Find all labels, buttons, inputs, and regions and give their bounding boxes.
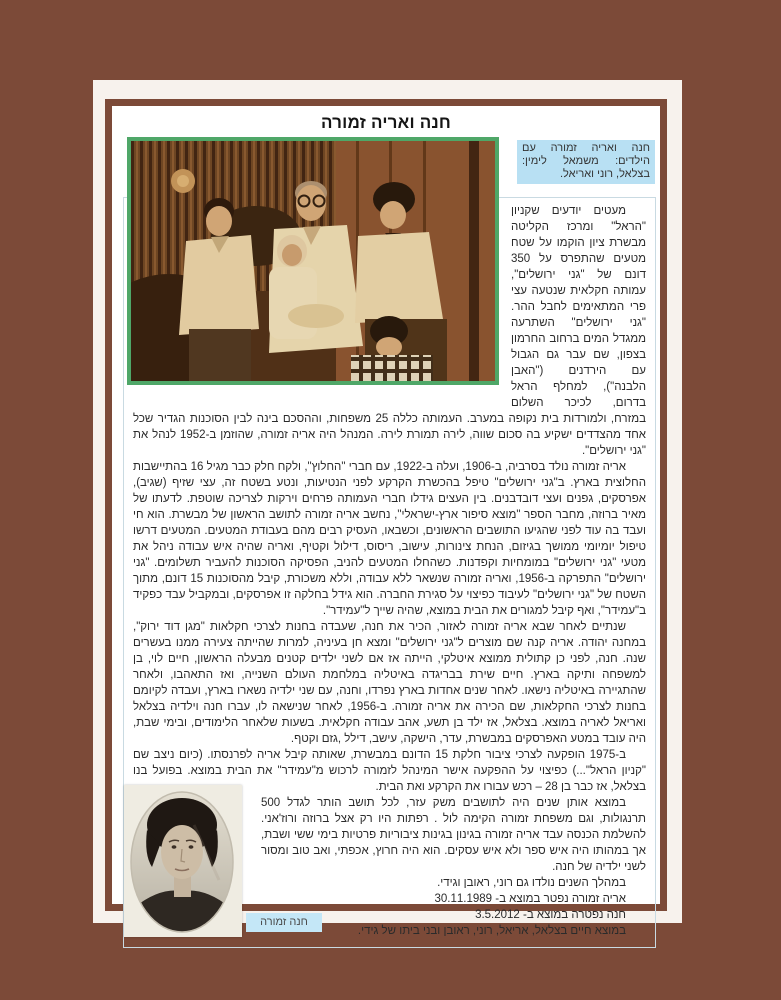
article-text-box (123, 197, 656, 948)
family-photo-illustration (131, 141, 495, 381)
article-paragraph: אריה זמורה נולד בסרביה, ב-1906, ועלה ב-1922, עם חברי "החלוץ", ולקח חלק כבר מגיל 16 בהתיישבות החלוצית בארץ. ב"גני ירושלים" טיפל בהכשרת הקרקע לפני הנטיעות, ונטע בשטח זה, עצי שזיף (שגיב), אפרסקים, גפנים ועצי דובדבנים. בין העצים גידלו חברי העמותה פרחים וירקות לצריכה שוטפת. לדעתו של מאיר ברוזה, מחבר הספר "מוצא סיפור ארץ-ישראלי", נחשב אריה זמורה לתושב הראשון של מבשרת. הוא חי ועבד בה עוד לפני שהגיעו התושבים הראשונים, וכשבאו, העסיק רבים מהם בעבודת המטעים. המטעים דרשו טיפול יומיומי ממושך בגיזום, הנחת צינורות, עישוב, ריסוס, דילול וקטיף, ואריה שהיה איש עבודה ניהל את מטעי "גני ירושלים" במומחיות וקפדנות. כשהחלו המטעים להניב, הפסיקה הסוכנות להעביר תשלומים. "גני ירושלים" התפרקה ב-1956, ואריה זמורה שנשאר ללא עבודה, וללא משכורת, קיבל מהסוכנות 15 דונם, מתוך השטח של "גני ירושלים" לעיבוד כפיצוי על סגירת החברה. הוא גידל בחלקה זו אפרסקים, ובמקביל עבד כפקיד ב"עמידר", ואף קיבל למגורים את הבית במוצא, שהיה שייך ל"עמידר". (133, 461, 647, 617)
portrait-wrap (133, 795, 308, 928)
portrait-caption: חנה זמורה (246, 913, 322, 932)
family-photo (127, 137, 499, 385)
article-paragraph: במוצא חיים בצלאל, אריאל, רוני, ראובן ובני ביתו של גידי. (357, 925, 626, 937)
family-photo-wrap (133, 203, 511, 393)
family-photo-caption: חנה ואריה זמורה עם הילדים: משמאל לימין: בצלאל, רוני ואריאל. (517, 140, 655, 184)
article-paragraph: ב-1975 הופקעה לצרכי ציבור חלקת 15 הדונם במבשרת, שאותה קיבל אריה לפרנסתו. (כיום ניצב שם "קניון הראל"...) כפיצוי על ההפקעה אישר המינהל לזמורה לרכוש מ"עמידר" את הבית במוצא. בפועל בנו בצלאל, אז כבר בן 28 – רכש עבורו את הקרקע ואת הבית. (133, 749, 646, 793)
document-page (105, 99, 667, 937)
page-title: חנה ואריה זמורה (320, 113, 452, 132)
article-paragraph: במוצא אותן שנים היה לתושבים משק עזר, לכל תושב הותר לגדל 500 תרנגולות, וגם משפחת זמורה הקימה לול . רפתות היו רק אצל ברוזה ורוז'אני. להשלמת הכנסה עבד אריה זמורה בגינון בגינות ציבוריות פרטיות בימי ששי ושבת, אך במהותו היה איש ספר ולא איש עסקים. הוא היה חרוץ, אכפתי, ואב טוב ומסור לשני ילדיה של חנה. (261, 797, 646, 873)
white-mat-frame (93, 80, 682, 937)
article-paragraph: חנה נפטרה במוצא ב- 3.5.2012 (475, 909, 626, 921)
hanna-portrait-illustration (124, 785, 242, 937)
article-paragraph: אריה זמורה נפטר במוצא ב- 30.11.1989 (434, 893, 626, 905)
article-paragraph: שנתיים לאחר שבא אריה זמורה לאזור, הכיר את חנה, שעבדה בחנות לצרכי חקלאות "מגן דוד ירוק", במחנה יהודה. אריה קנה שם מוצרים ל"גני ירושלים" ומצא חן בעיניה, למרות שהייתה צעירה ממנו בעשרים שנה. חנה, לפני כן קתולית ממוצא איטלקי, הייתה אז אם לשני ילדים קטנים מבעלה הראשון, חיים לוי, בן למשפחה ותיקה בארץ. חיים שירת בבריגדה באיטליה במלחמת העולם השנייה, ואז התאהבו, ולאחר שהתגיירה באיטליה נישאו. לאחר שנים אחדות בארץ נפרדו, וחנה, עם שני ילדיה נשארו בארץ, ועבדה לקיומם בחנות לצרכי החקלאות, שם הכירה את אריה זמורה. ב-1956, לאחר שנישאה לו, עברו חנה וילדיה בצלאל ואריאל לאריה במוצא. בצלאל, אז ילד בן תשע, אהב עבודה חקלאית. בשעות שלאחר הלימודים, ובימי שבת, היה עובד במטע האפרסקים במבשרת, עדר, הישקה, עישב, דילל ,גזם וקטף. (133, 621, 646, 745)
article-paragraph: במהלך השנים נולדו גם רוני, ראובן וגידי. (437, 877, 626, 889)
article-paragraph: מעטים יודעים שקניון "הראל" ומרכז הקליטה מבשרת ציון הוקמו על שטח מטעים שהתפרס על 350 דונם של "גני ירושלים", עמותה חקלאית שנטעה עצי פרי המתאימים לחבל ההר. "גני ירושלים" השתרעה ממגדל המים ברחוב החרמון בצפון, שם עבר גם הגבול עם הירדנים ("האבן הלבנה"), למחלף הראל בדרום, לכיכר השלום במזרח, ולמורדות בית נקופה במערב. העמותה כללה 25 משפחות, וההסכם בינה לבין הסוכנות הגדיר שכל אחד מהצדדים ישקיע בה סכום שווה, לירה תמורת לירה. המנהל היה אריה זמורה, שהוזמן ב-1952 לנהל את "גני ירושלים". (133, 205, 646, 457)
hanna-portrait-photo (124, 785, 242, 937)
